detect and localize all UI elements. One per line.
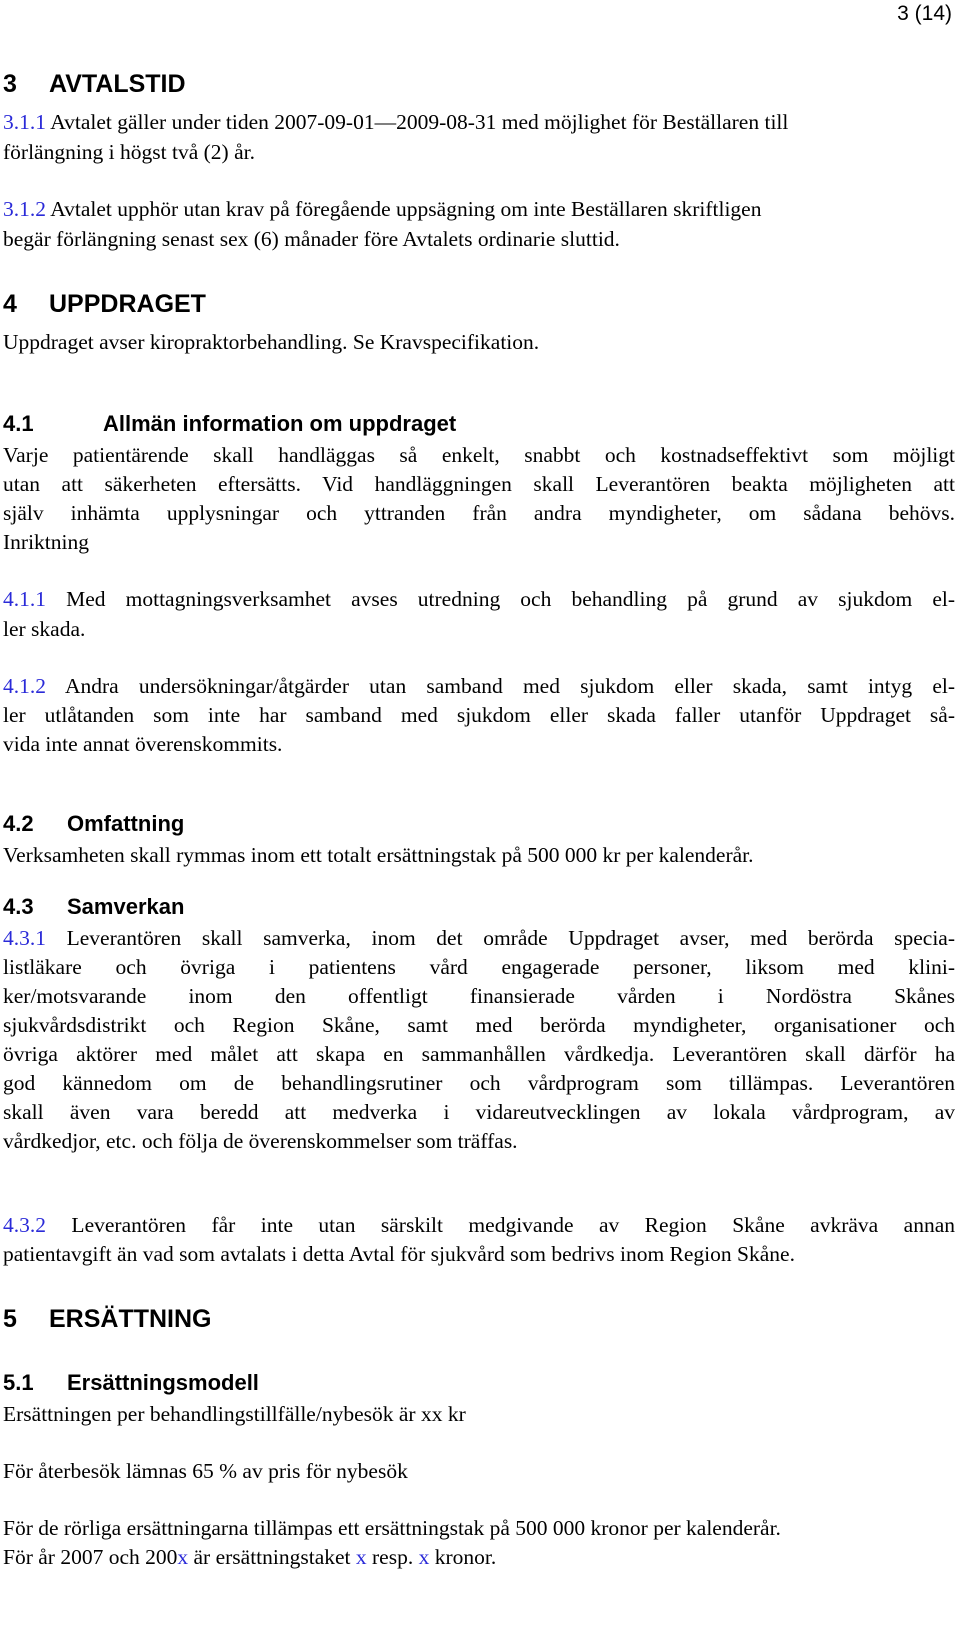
paragraph-4-3-1-line-4: sjukvårdsdistrikt och Region Skåne, samt med berörda myndigheter, organisationer och	[3, 1013, 955, 1037]
placeholder-x: x	[355, 1545, 367, 1569]
section-5-1-line-3: För de rörliga ersättningarna tillämpas ett ersättningstak på 500 000 kronor per kalenderår.	[3, 1516, 781, 1540]
placeholder-x: x	[177, 1545, 189, 1569]
paragraph-4-3-2-line-1: 4.3.2 Leverantören får inte utan särskilt medgivande av Region Skåne avkräva annan	[3, 1213, 955, 1237]
section-5-1-heading	[3, 1370, 259, 1396]
placeholder-x: x	[418, 1545, 430, 1569]
paragraph-4-3-1-line-5: övriga aktörer med målet att skapa en sammanhållen vårdkedja. Leverantören skall därför ha	[3, 1042, 955, 1066]
section-4-3-heading	[3, 894, 184, 920]
paragraph-4-3-1-line-7: skall även vara beredd att medverka i vidareutvecklingen av lokala vårdprogram, av	[3, 1100, 955, 1124]
clause-number: 3.1.2	[3, 197, 46, 221]
section-5-heading	[3, 1305, 212, 1334]
paragraph-4-1-2-line-2: ler utlåtanden som inte har samband med sjukdom eller skada faller utanför Uppdraget så-	[3, 703, 955, 727]
section-4-1-heading	[3, 411, 456, 437]
section-number: 4.1	[3, 411, 34, 436]
paragraph-3-1-1-line-2: förlängning i högst två (2) år.	[3, 140, 255, 164]
section-title: Allmän information om uppdraget	[103, 411, 457, 436]
paragraph-4-3-1-line-3: ker/motsvarande inom den offentligt finansierade vården i Nordöstra Skånes	[3, 984, 955, 1008]
section-4-2-heading	[3, 811, 184, 837]
clause-number: 4.1.2	[3, 674, 46, 698]
section-4-1-line-1: Varje patientärende skall handläggas så enkelt, snabbt och kostnadseffektivt som möjligt	[3, 443, 955, 467]
section-title: Omfattning	[67, 811, 185, 836]
section-5-1-line-4: För år 2007 och 200x är ersättningstaket x resp. x kronor.	[3, 1545, 497, 1569]
paragraph-4-3-1-line-6: god kännedom om de behandlingsrutiner och vårdprogram som tillämpas. Leverantören	[3, 1071, 955, 1095]
paragraph-4-3-2-line-2: patientavgift än vad som avtalats i detta Avtal för sjukvård som bedrivs inom Region Skåne.	[3, 1242, 795, 1266]
section-number: 5	[3, 1305, 17, 1333]
paragraph-4-1-1-line-2: ler skada.	[3, 617, 86, 641]
section-3-heading	[3, 70, 186, 99]
section-title: AVTALSTID	[49, 70, 186, 98]
section-number: 5.1	[3, 1370, 34, 1395]
section-5-1-line-2: För återbesök lämnas 65 % av pris för nybesök	[3, 1459, 408, 1483]
paragraph-3-1-1-line-1: 3.1.1 Avtalet gäller under tiden 2007-09-01—2009-08-31 med möjlighet för Beställaren till	[3, 110, 789, 134]
section-4-1-line-3: själv inhämta upplysningar och yttranden från andra myndigheter, om sådana behövs.	[3, 501, 955, 525]
paragraph-4-1-2-line-3: vida inte annat överenskommits.	[3, 732, 283, 756]
paragraph-4-3-1-line-8: vårdkedjor, etc. och följa de överenskommelser som träffas.	[3, 1129, 518, 1153]
section-title: ERSÄTTNING	[49, 1305, 212, 1333]
section-4-intro: Uppdraget avser kiropraktorbehandling. Se Kravspecifikation.	[3, 330, 540, 354]
section-number: 3	[3, 70, 17, 98]
paragraph-3-1-2-line-2: begär förlängning senast sex (6) månader före Avtalets ordinarie sluttid.	[3, 227, 620, 251]
clause-number: 4.1.1	[3, 587, 46, 611]
section-title: UPPDRAGET	[49, 290, 206, 318]
paragraph-3-1-2-line-1: 3.1.2 Avtalet upphör utan krav på föregående uppsägning om inte Beställaren skriftligen	[3, 197, 762, 221]
section-4-1-line-2: utan att säkerheten eftersätts. Vid handläggningen skall Leverantören beakta möjligheten att	[3, 472, 955, 496]
paragraph-4-3-1-line-2: listläkare och övriga i patientens vård engagerade personer, liksom med klini-	[3, 955, 955, 979]
clause-number: 3.1.1	[3, 110, 46, 134]
clause-number: 4.3.2	[3, 1213, 46, 1237]
section-4-2-text: Verksamheten skall rymmas inom ett totalt ersättningstak på 500 000 kr per kalenderår.	[3, 843, 754, 867]
paragraph-4-1-1-line-1: 4.1.1 Med mottagningsverksamhet avses utredning och behandling på grund av sjukdom el-	[3, 587, 955, 611]
paragraph-4-3-1-line-1: 4.3.1 Leverantören skall samverka, inom det område Uppdraget avser, med berörda specia-	[3, 926, 955, 950]
paragraph-4-1-2-line-1: 4.1.2 Andra undersökningar/åtgärder utan samband med sjukdom eller skada, samt intyg el-	[3, 674, 955, 698]
section-title: Samverkan	[67, 894, 185, 919]
section-number: 4.2	[3, 811, 34, 836]
section-4-1-line-4: Inriktning	[3, 530, 89, 554]
section-number: 4.3	[3, 894, 34, 919]
section-4-heading	[3, 290, 206, 319]
clause-number: 4.3.1	[3, 926, 46, 950]
section-title: Ersättningsmodell	[67, 1370, 259, 1395]
section-number: 4	[3, 290, 17, 318]
page-number: 3 (14)	[897, 2, 952, 25]
section-5-1-line-1: Ersättningen per behandlingstillfälle/nybesök är xx kr	[3, 1402, 466, 1426]
